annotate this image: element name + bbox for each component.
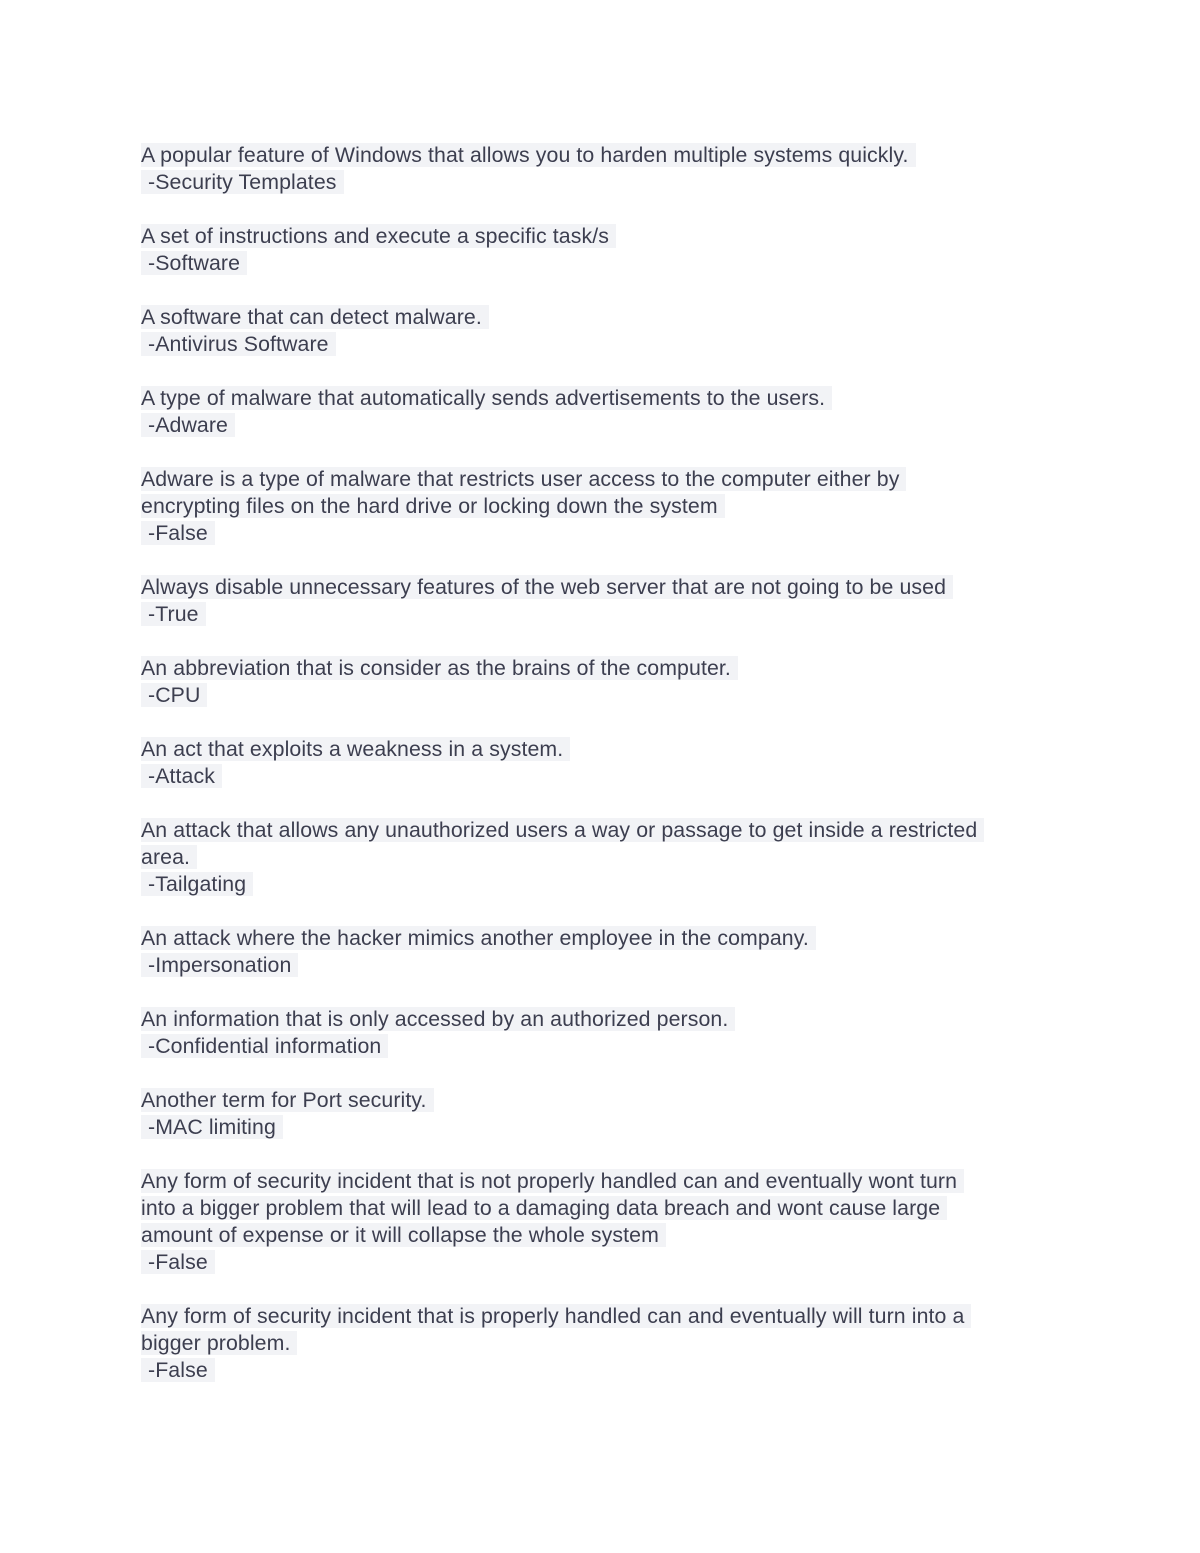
question-line: [141, 736, 1071, 763]
question-line: [141, 1006, 1071, 1033]
answer-line: [141, 1114, 1071, 1141]
answer-text: -Tailgating: [141, 872, 253, 896]
question-text: A popular feature of Windows that allows you to harden multiple systems quickly.: [141, 143, 916, 167]
answer-text: -CPU: [141, 683, 207, 707]
answer-line: [141, 1249, 1071, 1276]
question-text: An attack that allows any unauthorized users a way or passage to get inside a restricted: [141, 818, 984, 842]
answer-text: -Security Templates: [141, 170, 344, 194]
answer-line: [141, 250, 1071, 277]
qa-list: [141, 142, 1071, 1411]
answer-line: [141, 601, 1071, 628]
qa-item: [141, 817, 1071, 898]
question-text: Another term for Port security.: [141, 1088, 434, 1112]
answer-text: -Software: [141, 251, 247, 275]
answer-text: -True: [141, 602, 206, 626]
question-text: Any form of security incident that is not properly handled can and eventually wont turn: [141, 1169, 964, 1193]
question-text: area.: [141, 845, 197, 869]
question-line: [141, 817, 1071, 844]
question-text: A type of malware that automatically sends advertisements to the users.: [141, 386, 832, 410]
answer-line: [141, 412, 1071, 439]
answer-line: [141, 1033, 1071, 1060]
answer-text: -Attack: [141, 764, 222, 788]
answer-text: -False: [141, 1250, 215, 1274]
question-text: Always disable unnecessary features of the web server that are not going to be used: [141, 575, 953, 599]
question-text: Any form of security incident that is properly handled can and eventually will turn into a: [141, 1304, 971, 1328]
qa-item: [141, 925, 1071, 979]
question-line: [141, 304, 1071, 331]
question-line: [141, 1303, 1071, 1330]
question-text: into a bigger problem that will lead to a damaging data breach and wont cause large: [141, 1196, 947, 1220]
answer-text: -MAC limiting: [141, 1115, 283, 1139]
qa-item: [141, 466, 1071, 547]
question-text: An abbreviation that is consider as the brains of the computer.: [141, 656, 738, 680]
qa-item: [141, 142, 1071, 196]
question-line: [141, 1222, 1071, 1249]
question-text: An attack where the hacker mimics another employee in the company.: [141, 926, 816, 950]
answer-line: [141, 952, 1071, 979]
qa-item: [141, 574, 1071, 628]
qa-item: [141, 1168, 1071, 1276]
answer-text: -False: [141, 1358, 215, 1382]
qa-item: [141, 736, 1071, 790]
question-text: A set of instructions and execute a specific task/s: [141, 224, 616, 248]
question-line: [141, 466, 1071, 493]
qa-item: [141, 1087, 1071, 1141]
question-text: encrypting files on the hard drive or locking down the system: [141, 494, 725, 518]
question-text: amount of expense or it will collapse the whole system: [141, 1223, 666, 1247]
question-line: [141, 1195, 1071, 1222]
question-line: [141, 385, 1071, 412]
answer-text: -Impersonation: [141, 953, 298, 977]
answer-line: [141, 763, 1071, 790]
qa-item: [141, 385, 1071, 439]
qa-item: [141, 223, 1071, 277]
answer-line: [141, 169, 1071, 196]
answer-line: [141, 871, 1071, 898]
question-line: [141, 1087, 1071, 1114]
question-line: [141, 142, 1071, 169]
question-text: bigger problem.: [141, 1331, 297, 1355]
question-line: [141, 925, 1071, 952]
qa-item: [141, 304, 1071, 358]
question-line: [141, 574, 1071, 601]
answer-text: -Confidential information: [141, 1034, 388, 1058]
qa-item: [141, 655, 1071, 709]
question-text: An information that is only accessed by an authorized person.: [141, 1007, 735, 1031]
question-line: [141, 1330, 1071, 1357]
answer-line: [141, 331, 1071, 358]
question-text: A software that can detect malware.: [141, 305, 489, 329]
answer-text: -Adware: [141, 413, 235, 437]
answer-text: -Antivirus Software: [141, 332, 336, 356]
question-line: [141, 844, 1071, 871]
question-text: Adware is a type of malware that restricts user access to the computer either by: [141, 467, 906, 491]
qa-item: [141, 1006, 1071, 1060]
answer-text: -False: [141, 521, 215, 545]
qa-item: [141, 1303, 1071, 1384]
question-line: [141, 493, 1071, 520]
answer-line: [141, 682, 1071, 709]
question-line: [141, 655, 1071, 682]
question-text: An act that exploits a weakness in a system.: [141, 737, 570, 761]
question-line: [141, 223, 1071, 250]
answer-line: [141, 520, 1071, 547]
question-line: [141, 1168, 1071, 1195]
answer-line: [141, 1357, 1071, 1384]
